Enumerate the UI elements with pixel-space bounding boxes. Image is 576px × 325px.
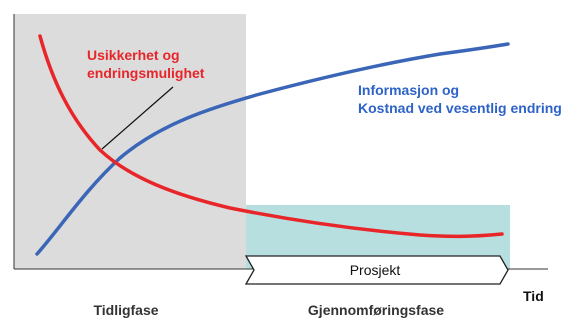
project-label: Prosjekt xyxy=(349,262,401,278)
red-curve-label-line2: endringsmulighet xyxy=(87,65,205,81)
execution-phase-label: Gjennomføringsfase xyxy=(307,302,445,318)
red-curve-label-line1: Usikkerhet og xyxy=(87,47,180,63)
blue-curve-label-line2: Kostnad ved vesentlig endring xyxy=(358,100,562,116)
x-axis-label: Tid xyxy=(523,288,544,304)
blue-curve-label-line1: Informasjon og xyxy=(358,82,460,98)
early-phase-label: Tidligfase xyxy=(93,302,159,318)
